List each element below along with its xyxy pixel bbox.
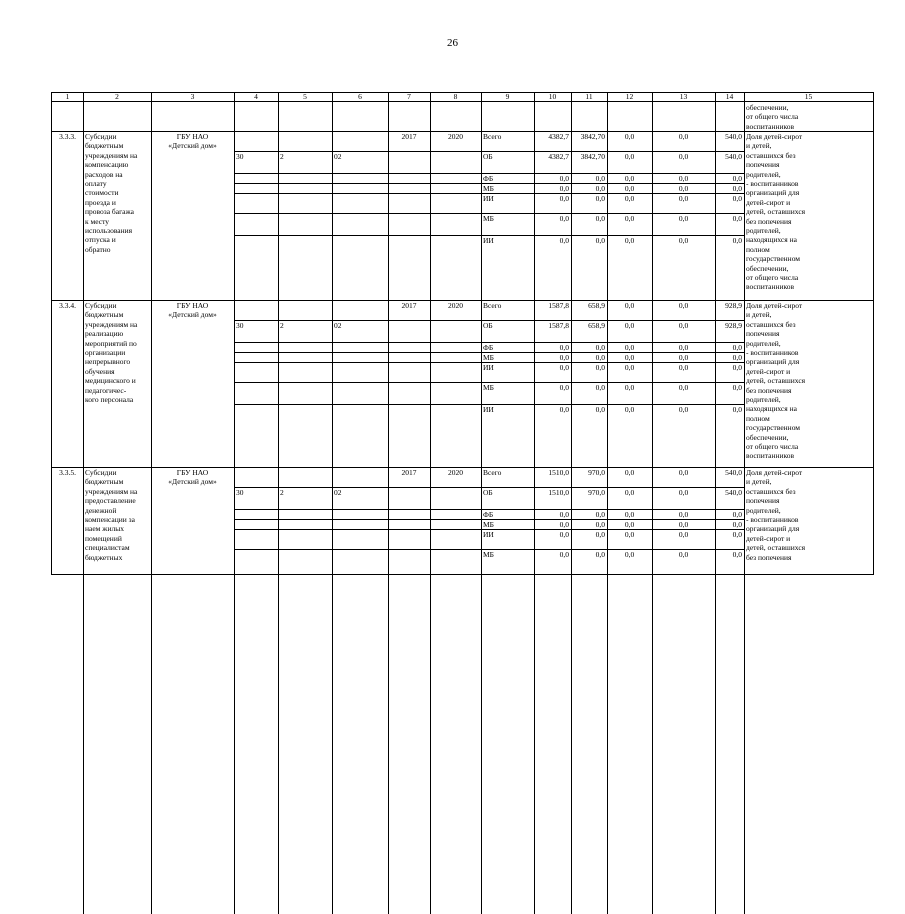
amount-total: 0,0 [559,405,569,414]
amount-year3: 0,0 [678,152,689,161]
amount-year2: 0,0 [624,468,635,477]
indicator-line: и детей, [746,141,772,151]
funding-source: ИИ [483,530,494,539]
indicator-line: организаций для [746,524,800,534]
amount-total: 0,0 [559,343,569,352]
amount-total: 0,0 [559,353,569,362]
amount-year2: 0,0 [624,174,635,183]
header-col-4: 4 [254,92,258,101]
code-col5: 2 [280,488,284,497]
amount-year2: 0,0 [624,194,635,203]
indicator-line: находящихся на [746,404,797,414]
amount-year4: 540,0 [725,488,742,497]
indicator-line: - воспитанников [746,348,799,357]
header-col-14: 14 [725,92,734,101]
column-divider [388,93,389,914]
amount-year1: 0,0 [595,363,605,372]
funding-source: Всего [483,132,502,141]
header-col-9: 9 [505,92,510,101]
amount-year2: 0,0 [624,184,635,193]
amount-year3: 0,0 [678,353,689,362]
funding-source: Всего [483,301,502,310]
amount-total: 4382,7 [548,132,569,141]
amount-year1: 970,0 [588,468,605,477]
amount-year4: 540,0 [725,132,742,141]
end-year: 2020 [448,468,463,477]
section-name-line: обратно [85,244,111,254]
amount-total: 1587,8 [548,321,569,330]
indicator-line: без попечения [746,552,792,562]
code-col5: 2 [280,152,284,161]
start-year: 2017 [401,301,417,310]
amount-year2: 0,0 [624,530,635,539]
executor-line: «Детский дом» [168,477,217,487]
continuation-line: воспитанников [746,121,795,131]
header-col-13: 13 [679,92,688,101]
column-divider [234,93,235,914]
indicator-line: от общего числа [746,273,799,282]
section-number: 3.3.3. [59,132,76,141]
amount-year2: 0,0 [624,363,635,372]
indicator-line: от общего числа [746,442,799,451]
indicator-line: организаций для [746,188,800,198]
header-divider [52,101,873,102]
indicator-line: оставшихся без [746,150,796,160]
code-col4: 30 [236,488,244,497]
code-col6: 02 [334,321,342,330]
amount-year2: 0,0 [624,301,635,310]
section-name-line: бюджетным [85,310,124,320]
header-col-12: 12 [625,92,634,101]
executor-line: ГБУ НАО [176,301,209,310]
amount-year2: 0,0 [624,152,635,161]
funding-source: ОБ [483,488,493,497]
indicator-line: - воспитанников [746,515,799,524]
amount-year1: 0,0 [595,214,605,223]
header-col-1: 1 [65,92,70,101]
funding-source: ОБ [483,152,493,161]
funding-source: ИИ [483,405,494,414]
section-name-line: компенсации за [85,515,135,524]
amount-year3: 0,0 [678,520,689,529]
indicator-line: детей, оставшихся [746,207,806,217]
funding-source: ФБ [483,510,494,519]
amount-year1: 0,0 [595,520,605,529]
amount-year1: 0,0 [595,174,605,183]
continuation-line: от общего числа [746,112,799,122]
indicator-line: родителей, [746,226,781,235]
section-name-line: обучения [85,366,115,376]
section-name-line: оплату [85,179,107,188]
column-divider [607,93,608,914]
amount-year4: 928,9 [725,301,742,310]
header-col-2: 2 [115,92,119,101]
indicator-line: детей-сирот и [746,366,791,376]
amount-year4: 0,0 [732,184,742,193]
indicator-line: оставшихся без [746,319,796,329]
indicator-line: попечения [746,329,780,339]
amount-year4: 0,0 [732,550,742,559]
indicator-line: находящихся на [746,235,797,245]
amount-year2: 0,0 [624,520,635,529]
section-name-line: провоза багажа [85,207,134,217]
amount-year3: 0,0 [678,321,689,330]
section-name-line: к месту [85,216,110,226]
amount-year1: 658,9 [588,321,605,330]
section-name-line: специалистам [85,543,130,553]
amount-year2: 0,0 [624,550,635,559]
section-name-line: медицинского и [85,376,136,386]
indicator-line: государственном [746,423,801,433]
header-col-15: 15 [804,92,813,101]
indicator-line: родителей, [746,338,781,348]
amount-year2: 0,0 [624,488,635,497]
code-col6: 02 [334,488,342,497]
amount-year4: 540,0 [725,152,742,161]
header-col-11: 11 [585,92,593,101]
page-number: 26 [447,37,458,49]
amount-year4: 0,0 [732,214,742,223]
amount-total: 0,0 [559,383,569,392]
amount-year2: 0,0 [624,343,635,352]
amount-year4: 0,0 [732,530,742,539]
section-name-line: наем жилых [85,524,125,534]
section-name-line: бюджетным [85,477,124,487]
amount-year1: 0,0 [595,343,605,352]
amount-year3: 0,0 [678,550,689,559]
section-name-line: проезда и [85,197,116,207]
amount-total: 0,0 [559,174,569,183]
indicator-line: без попечения [746,216,792,226]
amount-year4: 0,0 [732,520,742,529]
amount-year1: 0,0 [595,184,605,193]
indicator-line: Доля детей-сирот [746,132,803,141]
end-year: 2020 [448,132,463,141]
header-col-8: 8 [453,92,458,101]
amount-total: 1587,8 [548,301,569,310]
amount-year4: 0,0 [732,405,742,414]
amount-year2: 0,0 [624,236,635,245]
amount-year1: 3842,70 [580,132,605,141]
amount-total: 0,0 [559,214,569,223]
section-name-line: Субсидии [85,468,117,477]
section-name-line: Субсидии [85,132,117,141]
amount-total: 0,0 [559,236,569,245]
end-year: 2020 [448,301,463,310]
amount-year3: 0,0 [678,468,689,477]
amount-total: 0,0 [559,520,569,529]
funding-source: ОБ [483,321,493,330]
amount-total: 0,0 [559,530,569,539]
executor-line: «Детский дом» [168,141,217,151]
column-divider [715,93,716,914]
funding-source: МБ [483,353,494,362]
amount-year3: 0,0 [678,405,689,414]
indicator-line: родителей, [746,505,781,515]
amount-year2: 0,0 [624,214,635,223]
section-name-line: кого персонала [85,395,134,404]
indicator-line: воспитанников [746,282,795,292]
amount-total: 0,0 [559,184,569,193]
funding-source: Всего [483,468,502,477]
indicator-line: Доля детей-сирот [746,468,803,477]
header-col-7: 7 [407,92,411,101]
amount-total: 1510,0 [548,488,569,497]
amount-year4: 0,0 [732,510,742,519]
indicator-line: полном [746,244,770,254]
section-name-line: Субсидии [85,301,117,310]
indicator-line: организаций для [746,357,800,367]
amount-year3: 0,0 [678,530,689,539]
amount-year4: 540,0 [725,468,742,477]
indicator-line: полном [746,413,770,423]
column-divider [151,93,152,914]
header-col-5: 5 [303,92,307,101]
amount-year1: 970,0 [588,488,605,497]
column-divider [481,93,482,914]
funding-source: ФБ [483,174,494,183]
amount-year4: 0,0 [732,383,742,392]
amount-year3: 0,0 [678,383,689,392]
section-name-line: денежной [85,505,117,515]
section-name-line: мероприятий по [85,338,137,348]
amount-year4: 0,0 [732,363,742,372]
amount-year4: 0,0 [732,236,742,245]
executor-line: ГБУ НАО [176,132,209,141]
indicator-line: родителей, [746,169,781,179]
indicator-line: обеспечении, [746,432,789,442]
amount-year3: 0,0 [678,236,689,245]
amount-year3: 0,0 [678,184,689,193]
indicator-line: попечения [746,160,780,170]
column-divider [278,93,279,914]
section-name-line: учреждениям на [85,486,138,496]
indicator-line: детей-сирот и [746,533,791,543]
code-col4: 30 [236,152,244,161]
funding-source: ИИ [483,236,494,245]
header-col-6: 6 [358,92,362,101]
section-name-line: непрерывного [85,357,131,367]
amount-year1: 0,0 [595,405,605,414]
program-table [51,92,874,575]
amount-year3: 0,0 [678,132,689,141]
section-name-line: компенсацию [85,160,129,170]
amount-total: 0,0 [559,510,569,519]
section-name-line: помещений [85,533,122,543]
continuation-line: обеспечении, [746,103,789,112]
amount-year2: 0,0 [624,383,635,392]
code-col5: 2 [280,321,284,330]
funding-source: МБ [483,214,494,223]
section-name-line: стоимости [85,188,119,198]
indicator-line: государственном [746,254,801,264]
indicator-line: без попечения [746,385,792,395]
amount-year1: 0,0 [595,236,605,245]
amount-year1: 658,9 [588,301,605,310]
section-name-line: бюджетным [85,141,124,151]
funding-source: ИИ [483,194,494,203]
column-divider [744,93,745,914]
amount-year4: 0,0 [732,353,742,362]
start-year: 2017 [401,132,417,141]
amount-year3: 0,0 [678,343,689,352]
indicator-line: оставшихся без [746,486,796,496]
indicator-line: и детей, [746,310,772,320]
amount-year2: 0,0 [624,132,635,141]
column-divider [83,93,84,914]
column-divider [534,93,535,914]
executor-line: ГБУ НАО [176,468,209,477]
funding-source: ФБ [483,343,494,352]
header-col-3: 3 [190,92,195,101]
amount-total: 4382,7 [548,152,569,161]
column-divider [332,93,333,914]
amount-year1: 0,0 [595,530,605,539]
indicator-line: Доля детей-сирот [746,301,803,310]
section-name-line: учреждениям на [85,319,138,329]
funding-source: МБ [483,184,494,193]
indicator-line: родителей, [746,395,781,404]
amount-total: 0,0 [559,363,569,372]
section-name-line: реализацию [85,329,124,339]
funding-source: МБ [483,550,494,559]
header-col-10: 10 [548,92,557,101]
amount-year3: 0,0 [678,363,689,372]
column-divider [430,93,431,914]
section-number: 3.3.4. [59,301,76,310]
indicator-line: детей, оставшихся [746,543,806,553]
amount-year3: 0,0 [678,194,689,203]
amount-year4: 0,0 [732,174,742,183]
amount-year1: 0,0 [595,383,605,392]
executor-line: «Детский дом» [168,310,217,320]
indicator-line: воспитанников [746,451,795,461]
amount-total: 1510,0 [548,468,569,477]
start-year: 2017 [401,468,417,477]
amount-year1: 0,0 [595,550,605,559]
amount-total: 0,0 [559,550,569,559]
amount-year2: 0,0 [624,405,635,414]
section-name-line: учреждениям на [85,150,138,160]
amount-year1: 0,0 [595,510,605,519]
amount-year1: 0,0 [595,194,605,203]
amount-total: 0,0 [559,194,569,203]
section-name-line: расходов на [85,169,123,179]
amount-year2: 0,0 [624,321,635,330]
section-name-line: организации [85,348,126,357]
indicator-line: обеспечении, [746,263,789,273]
amount-year3: 0,0 [678,488,689,497]
indicator-line: и детей, [746,477,772,487]
amount-year4: 928,9 [725,321,742,330]
amount-year4: 0,0 [732,343,742,352]
code-col6: 02 [334,152,342,161]
amount-year3: 0,0 [678,174,689,183]
column-divider [652,93,653,914]
amount-year3: 0,0 [678,510,689,519]
amount-year4: 0,0 [732,194,742,203]
indicator-line: попечения [746,496,780,506]
amount-year2: 0,0 [624,353,635,362]
indicator-line: - воспитанников [746,179,799,188]
section-number: 3.3.5. [59,468,76,477]
section-name-line: предоставление [85,496,136,506]
section-name-line: педагогичес- [85,385,127,395]
section-name-line: отпуска и [85,235,116,245]
section-name-line: использования [85,226,133,235]
indicator-line: детей, оставшихся [746,376,806,386]
funding-source: МБ [483,520,494,529]
amount-year1: 0,0 [595,353,605,362]
section-name-line: бюджетных [85,552,123,562]
amount-year1: 3842,70 [580,152,605,161]
amount-year2: 0,0 [624,510,635,519]
indicator-line: детей-сирот и [746,197,791,207]
funding-source: ИИ [483,363,494,372]
funding-source: МБ [483,383,494,392]
amount-year3: 0,0 [678,301,689,310]
amount-year3: 0,0 [678,214,689,223]
column-divider [571,93,572,914]
code-col4: 30 [236,321,244,330]
